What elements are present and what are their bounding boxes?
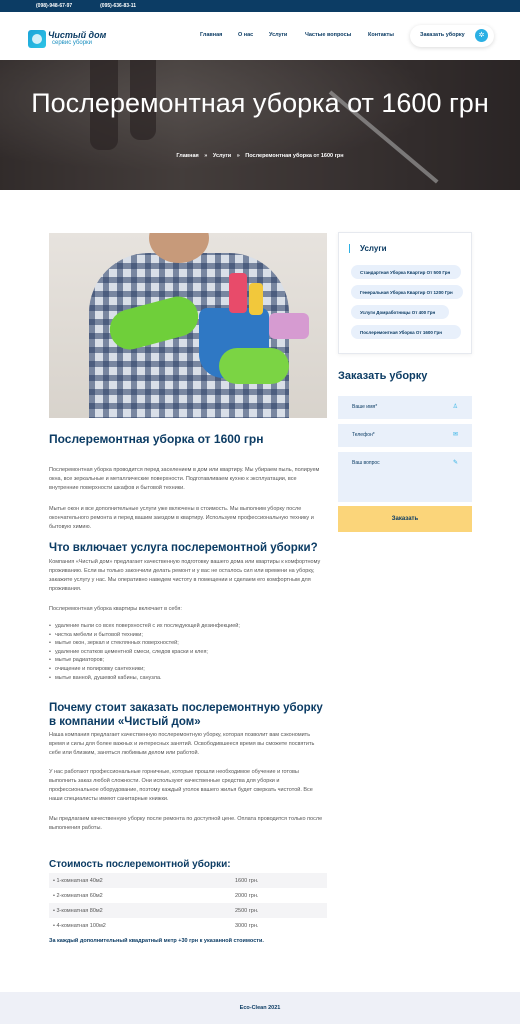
list-item: • очищение и полировку сантехники; bbox=[49, 665, 327, 674]
name-placeholder: Ваше имя* bbox=[352, 404, 378, 410]
breadcrumb-current: Послеремонтная уборка от 1600 грн bbox=[245, 153, 344, 159]
apartment-type: 2-комнатная 60м2 bbox=[56, 892, 103, 899]
service-link-post-renovation[interactable]: Послеремонтная Уборка От 1600 Грн bbox=[351, 325, 461, 339]
service-link-housekeeper[interactable]: Услуги Домработницы От 400 Грн bbox=[351, 305, 449, 319]
phone-field[interactable] bbox=[338, 424, 472, 447]
site-header bbox=[0, 12, 520, 60]
logo-glove-icon bbox=[28, 30, 46, 48]
breadcrumb-separator: » bbox=[204, 153, 208, 159]
logo-title: Чистый дом bbox=[48, 30, 107, 40]
hero-banner bbox=[0, 60, 520, 190]
photo-decor bbox=[219, 348, 289, 384]
footer-copyright: Eco-Clean 2021 bbox=[239, 1005, 281, 1011]
logo-subtitle: сервис уборки bbox=[52, 40, 93, 46]
article-paragraph: Компания «Чистый дом» предлагает качественную подготовку вашего дома или квартиры к комфортному проживанию. Если вы только закончили делать ремонт и у вас не осталось сил или времени на уборку, закажите услугу у нас. Мы оперативно наведем чистоту в помещении и сделаем его комфортным для проживания. bbox=[49, 559, 321, 592]
nav-contacts[interactable]: Контакты bbox=[368, 32, 394, 38]
article-paragraph: Послеремонтная уборка квартиры включает в себя: bbox=[49, 606, 182, 612]
photo-decor bbox=[229, 273, 247, 313]
services-widget bbox=[338, 232, 472, 354]
order-cleaning-button[interactable] bbox=[410, 25, 494, 47]
phone-1[interactable]: (098)-948-67-97 bbox=[36, 3, 73, 9]
price-table bbox=[49, 873, 327, 933]
table-row bbox=[49, 918, 327, 933]
article-paragraph: Послеремонтная уборка проводится перед заселением в дом или квартиру. Мы убираем пыль, полируем окна, все зеркальные и металлические поверхности. Подготавливаем кухню к эксплуатации, все внутренние поверхности шкафов и бытовой техники. bbox=[49, 467, 320, 491]
logo[interactable] bbox=[28, 28, 107, 52]
name-field[interactable] bbox=[338, 396, 472, 419]
site-footer bbox=[0, 992, 520, 1024]
submit-order-button[interactable]: Заказать bbox=[338, 506, 472, 532]
page-title: Послеремонтная уборка от 1600 грн bbox=[31, 88, 489, 118]
apartment-type: 4-комнатная 100м2 bbox=[56, 922, 106, 929]
row-bullet: • bbox=[53, 877, 55, 884]
list-item: • мытье ванной, душевой кабины, санузла. bbox=[49, 674, 327, 683]
breadcrumb-separator: » bbox=[236, 153, 240, 159]
breadcrumb bbox=[0, 153, 520, 159]
price-value: 3000 грн. bbox=[235, 922, 259, 929]
order-cleaning-label: Заказать уборку bbox=[420, 32, 465, 38]
sparkle-icon: ✲ bbox=[475, 29, 488, 42]
row-bullet: • bbox=[53, 907, 55, 914]
service-link-general[interactable]: Генеральная Уборка Квартир От 1200 Грн bbox=[351, 285, 463, 299]
edit-icon: ✎ bbox=[452, 460, 458, 466]
phone-2[interactable]: (095)-636-83-11 bbox=[100, 3, 136, 9]
phone-placeholder: Телефон* bbox=[352, 432, 375, 438]
article-paragraph: У нас работают профессиональные горничные, которые прошли необходимое обучение и готовы выполнить заказ любой сложности. Они используют качественные средства для уборки и профессиональное оборудование, поэтому каждый уголок вашего жилья будет сверкать чистотой. Все наши специалисты имеют санитарные книжки. bbox=[49, 769, 313, 802]
breadcrumb-services[interactable]: Услуги bbox=[212, 153, 232, 159]
order-form-title: Заказать уборку bbox=[338, 370, 428, 382]
article-title: Послеремонтная уборка от 1600 грн bbox=[49, 432, 264, 446]
apartment-type: 1-комнатная 40м2 bbox=[56, 877, 103, 884]
nav-faq[interactable]: Частые вопросы bbox=[305, 32, 352, 38]
price-value: 2000 грн. bbox=[235, 892, 259, 899]
list-item: • чистка мебели и бытовой техники; bbox=[49, 631, 327, 640]
list-item: • мытье радиаторов; bbox=[49, 656, 327, 665]
services-widget-title: Услуги bbox=[349, 244, 387, 253]
article-paragraph: Наша компания предлагает качественную послеремонтную уборку, которая позволит вам сэкономить время и силы для более важных и интересных занятий. Освободившееся время вы сможете посвятить себе или близким, заняться любимым делом или работой. bbox=[49, 732, 315, 756]
question-field[interactable] bbox=[338, 452, 472, 502]
breadcrumb-home[interactable]: Главная bbox=[176, 153, 199, 159]
list-item: • удаление пыли со всех поверхностей с их последующей дезинфекцией; bbox=[49, 622, 327, 631]
service-photo bbox=[49, 233, 327, 418]
list-item: • удаление остатков цементной смеси, следов краски и клея; bbox=[49, 648, 327, 657]
nav-services[interactable]: Услуги bbox=[269, 32, 288, 38]
envelope-icon: ✉ bbox=[452, 432, 458, 438]
apartment-type: 3-комнатная 80м2 bbox=[56, 907, 103, 914]
table-row bbox=[49, 873, 327, 888]
article-paragraph: Мытье окон и все дополнительные услуги уже включены в стоимость. Мы выполним уборку после окончательного ремонта и перед вашим заездом в квартиру. Используем профессиональную технику и бытовую химию. bbox=[49, 506, 314, 530]
photo-decor bbox=[249, 283, 263, 315]
row-bullet: • bbox=[53, 922, 55, 929]
price-value: 1600 грн. bbox=[235, 877, 259, 884]
table-row bbox=[49, 888, 327, 903]
section-heading-price: Стоимость послеремонтной уборки: bbox=[49, 859, 231, 870]
nav-home[interactable]: Главная bbox=[200, 32, 223, 38]
section-heading-why: Почему стоит заказать послеремонтную уборку в компании «Чистый дом» bbox=[49, 702, 323, 728]
table-row bbox=[49, 903, 327, 918]
includes-list bbox=[49, 622, 327, 682]
row-bullet: • bbox=[53, 892, 55, 899]
nav-about[interactable]: О нас bbox=[238, 32, 254, 38]
question-placeholder: Ваш вопрос bbox=[352, 460, 380, 466]
price-note: За каждый дополнительный квадратный метр +30 грн к указанной стоимости. bbox=[49, 938, 264, 944]
top-contact-bar bbox=[0, 0, 520, 12]
article-paragraph: Мы предлагаем качественную уборку после ремонта по доступной цене. Оплата проводится только после выполнения работы. bbox=[49, 816, 323, 831]
section-heading-includes: Что включает услуга послеремонтной уборки? bbox=[49, 542, 318, 554]
service-link-standard[interactable]: Стандартная Уборка Квартир От 500 Грн bbox=[351, 265, 461, 279]
list-item: • мытье окон, зеркал и стеклянных поверхностей; bbox=[49, 639, 327, 648]
photo-decor bbox=[269, 313, 309, 339]
price-value: 2500 грн. bbox=[235, 907, 259, 914]
user-icon: ♙ bbox=[452, 404, 458, 410]
